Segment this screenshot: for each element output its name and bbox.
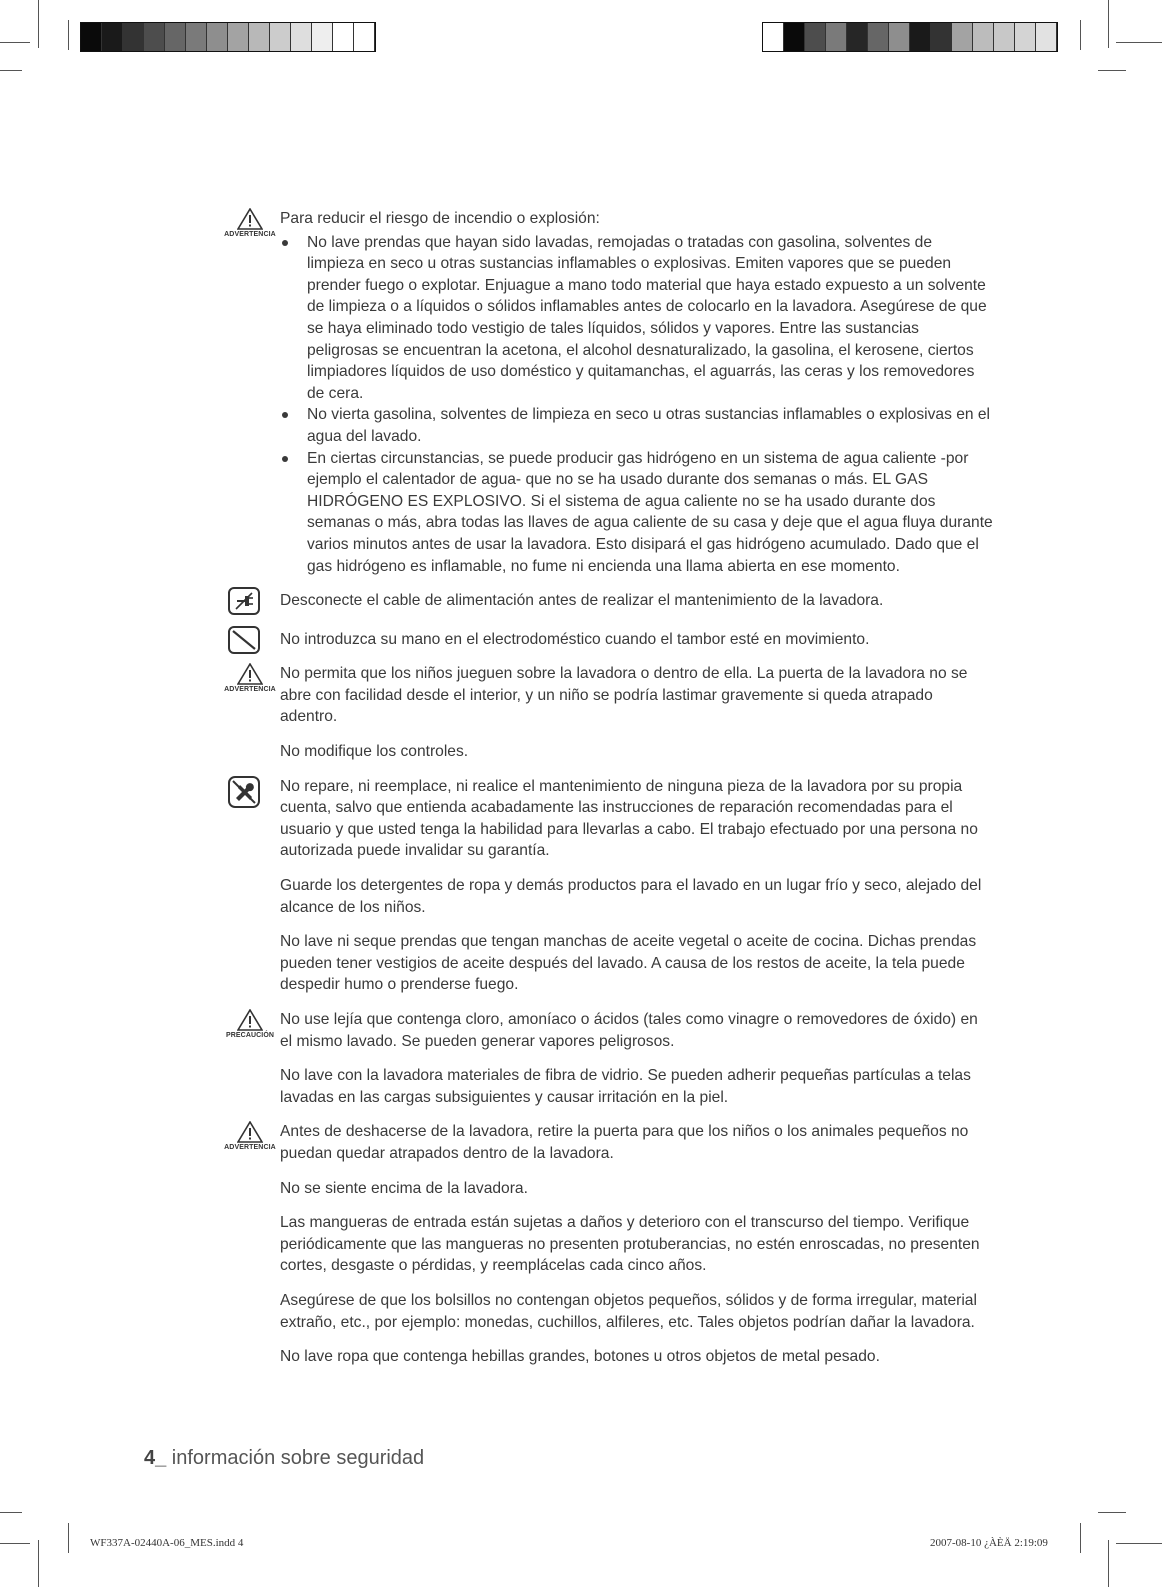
- crop-mark: [68, 20, 69, 50]
- crop-mark: [1080, 20, 1081, 50]
- warning-badge: [223, 1121, 277, 1152]
- children-warning-section: [223, 663, 993, 728]
- repair-text: No repare, ni reemplace, ni realice el mantenimiento de ninguna pieza de la lavadora por su propia cuenta, salvo que entienda acabadamente las instrucciones de reparación recomendadas para el usuario y que usted tenga la habilidad para llevarlas a cabo. El trabajo efectuado por una persona no autorizada puede invalidar su garantía.: [280, 777, 978, 860]
- crop-mark: [1116, 42, 1162, 43]
- unplug-icon: [228, 587, 260, 615]
- fiberglass-text: No lave con la lavadora materiales de fibra de vidrio. Se pueden adherir pequeñas partículas a telas lavadas en las cargas subsiguientes y causar irritación en la piel.: [280, 1067, 971, 1106]
- crop-mark: [0, 42, 30, 43]
- bleach-text: No use lejía que contenga cloro, amoníaco o ácidos (tales como vinagre o removedores de óxido) en el mismo lavado. Se pueden generar vapores peligrosos.: [280, 1011, 978, 1050]
- bleach-caution-section: [223, 1009, 993, 1052]
- warning-triangle-icon: [237, 1009, 263, 1031]
- buckles-text: No lave ropa que contenga hebillas grandes, botones u otros objetos de metal pesado.: [280, 1348, 880, 1366]
- detergents-section: [223, 875, 993, 918]
- fire-warning-section: [223, 208, 993, 577]
- fire-bullet-list: [280, 232, 993, 578]
- sit-text: No se siente encima de la lavadora.: [280, 1179, 528, 1197]
- section-name: información sobre seguridad: [166, 1447, 425, 1469]
- no-repair-badge: [228, 776, 260, 815]
- warning-triangle-icon: [237, 1121, 263, 1143]
- hoses-text: Las mangueras de entrada están sujetas a daños y deterioro con el transcurso del tiempo. Verifique periódicamente que las mangueras no presenten protuberancias, no estén enroscadas, no presenten cortes, desgaste o pérdidas, y reemplácelas cada cinco años.: [280, 1214, 980, 1275]
- no-hand-icon: [228, 626, 260, 654]
- crop-mark: [1116, 1543, 1162, 1544]
- warning-label: ADVERTENCIA: [224, 231, 276, 238]
- pockets-section: [223, 1290, 993, 1333]
- crop-mark: [1098, 70, 1126, 71]
- crop-mark: [1080, 1523, 1081, 1553]
- caution-badge: [223, 1009, 277, 1040]
- caution-label: PRECAUCIÓN: [225, 1032, 275, 1039]
- print-slug-left: WF337A-02440A-06_MES.indd 4: [90, 1537, 244, 1549]
- controls-section: [223, 741, 993, 763]
- list-item: En ciertas circunstancias, se puede producir gas hidrógeno en un sistema de agua caliente -por ejemplo el calentador de agua- que no se ha usado durante dos semanas o más. EL GAS HIDRÓGENO ES EXPLOSIVO. Si el sistema de agua caliente no se ha usado durante dos semanas o más, abra todas las llaves de agua caliente de su casa y deje que el agua fluya durante varios minutos antes de usar la lavadora. Esto disipará el gas hidrógeno acumulado. Dado que el gas hidrógeno es inflamable, no fume ni encienda una llama abierta en ese momento.: [280, 448, 993, 578]
- controls-text: No modifique los controles.: [280, 743, 469, 761]
- list-item: No vierta gasolina, solventes de limpieza en seco u otras sustancias inflamables o explosivas en el agua del lavado.: [280, 404, 993, 447]
- color-bar-left: [80, 22, 376, 52]
- no-hand-section: [223, 629, 993, 651]
- crop-mark: [1108, 0, 1109, 48]
- fire-intro: Para reducir el riesgo de incendio o explosión:: [280, 210, 600, 227]
- color-bar-right: [762, 22, 1058, 52]
- detergents-text: Guarde los detergentes de ropa y demás productos para el lavado en un lugar frío y seco, alejado del alcance de los niños.: [280, 877, 982, 916]
- disposal-text: Antes de deshacerse de la lavadora, retire la puerta para que los niños o los animales pequeños no puedan quedar atrapados dentro de la lavadora.: [280, 1123, 969, 1162]
- safety-content: [223, 208, 993, 1368]
- list-item: No lave prendas que hayan sido lavadas, remojadas o tratadas con gasolina, solventes de limpieza en seco u otras sustancias inflamables o explosivas. Emiten vapores que se pueden prender fuego o explotar. Enjuague a mano todo material que haya estado expuesto a un solvente de limpieza o a líquidos o sólidos inflamables antes de colocarlo en la lavadora. Asegúrese de que se haya eliminado todo vestigio de tales líquidos, sólidos y vapores. Entre las sustancias peligrosas se encuentran la acetona, el alcohol desnaturalizado, la gasolina, el kerosene, ciertos limpiadores líquidos de uso doméstico y quitamanchas, el aguarrás, las ceras y los removedores de cera.: [280, 232, 993, 405]
- oil-section: [223, 931, 993, 996]
- page-number: 4_: [144, 1447, 167, 1469]
- oil-text: No lave ni seque prendas que tengan manchas de aceite vegetal o aceite de cocina. Dichas prendas pueden tener vestigios de aceite después del lavado. A causa de los restos de aceite, la tela puede despedir humo o prenderse fuego.: [280, 933, 977, 994]
- sit-section: [223, 1178, 993, 1200]
- unplug-section: [223, 590, 993, 612]
- warning-triangle-icon: [237, 208, 263, 230]
- warning-badge: [223, 208, 277, 239]
- crop-mark: [68, 1523, 69, 1553]
- unplug-text: Desconecte el cable de alimentación antes de realizar el mantenimiento de la lavadora.: [280, 592, 884, 610]
- crop-mark: [1108, 1540, 1109, 1587]
- buckles-section: [223, 1346, 993, 1368]
- no-hand-text: No introduzca su mano en el electrodoméstico cuando el tambor esté en movimiento.: [280, 630, 870, 648]
- no-repair-icon: [228, 776, 260, 808]
- pockets-text: Asegúrese de que los bolsillos no contengan objetos pequeños, sólidos y de forma irregular, material extraño, etc., por ejemplo: monedas, cuchillos, alfileres, etc. Tales objetos podrían dañar la lavadora.: [280, 1291, 977, 1331]
- warning-label: ADVERTENCIA: [224, 1144, 276, 1152]
- fiberglass-section: [223, 1065, 993, 1108]
- no-hand-badge: [228, 626, 260, 661]
- page-footer-title: [144, 1447, 424, 1470]
- children-text: No permita que los niños jueguen sobre la lavadora o dentro de ella. La puerta de la lavadora no se abre con facilidad desde el interior, y un niño se podría lastimar gravemente si queda atrapado adentro.: [280, 665, 968, 726]
- disposal-warning-section: [223, 1121, 993, 1164]
- repair-section: [223, 776, 993, 862]
- warning-badge: [223, 663, 277, 694]
- crop-mark: [0, 1512, 22, 1513]
- crop-mark: [38, 1540, 39, 1587]
- crop-mark: [0, 1543, 30, 1544]
- warning-triangle-icon: [237, 663, 263, 685]
- hoses-section: [223, 1212, 993, 1277]
- warning-label: ADVERTENCIA: [224, 686, 276, 694]
- crop-mark: [1098, 1512, 1126, 1513]
- crop-mark: [38, 0, 39, 48]
- unplug-badge: [228, 587, 260, 622]
- print-slug-right: 2007-08-10 ¿ÀÈÄ 2:19:09: [930, 1537, 1048, 1549]
- crop-mark: [0, 70, 22, 71]
